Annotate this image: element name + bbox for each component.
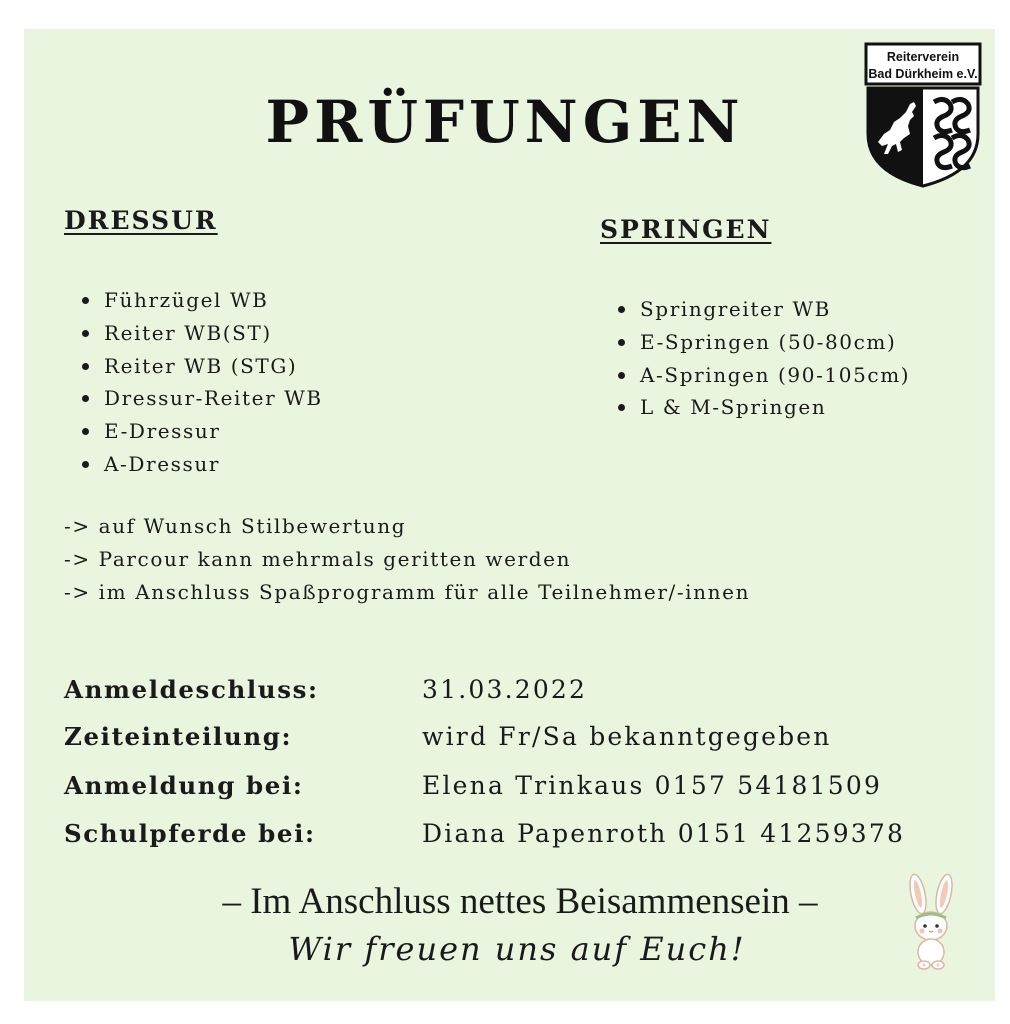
list-item: E-Dressur [78, 415, 323, 448]
bunny-icon [898, 872, 964, 972]
footer-line: – Im Anschluss nettes Beisammensein – [222, 881, 818, 922]
script-greeting: Wir freuen uns auf Euch! [288, 930, 746, 968]
info-label: Zeiteinteilung: [64, 722, 293, 751]
info-value: Elena Trinkaus 0157 54181509 [422, 771, 883, 800]
list-item: Dressur-Reiter WB [78, 382, 323, 415]
list-item: Führzügel WB [78, 284, 323, 317]
notes-block [64, 510, 750, 609]
list-item: A-Dressur [78, 448, 323, 481]
info-value: Diana Papenroth 0151 41259378 [422, 819, 906, 848]
info-label: Schulpferde bei: [64, 819, 316, 848]
info-label: Anmeldung bei: [64, 771, 304, 800]
dressur-heading: DRESSUR [64, 206, 218, 235]
logo-line1: Reiterverein [886, 50, 960, 64]
club-logo [864, 42, 982, 188]
note-line: -> Parcour kann mehrmals geritten werden [64, 547, 572, 571]
info-label: Anmeldeschluss: [64, 675, 319, 704]
info-value: 31.03.2022 [422, 675, 588, 704]
list-item: A-Springen (90-105cm) [614, 359, 910, 392]
logo-line2: Bad Dürkheim e.V. [868, 67, 978, 81]
note-line: -> im Anschluss Spaßprogramm für alle Teilnehmer/-innen [64, 580, 751, 604]
list-item: Reiter WB(ST) [78, 317, 323, 350]
list-item: Reiter WB (STG) [78, 350, 323, 383]
list-item: Springreiter WB [614, 293, 910, 326]
springen-list [614, 293, 910, 424]
dressur-list [78, 284, 323, 481]
springen-heading: SPRINGEN [600, 215, 772, 244]
note-line: -> auf Wunsch Stilbewertung [64, 514, 407, 538]
list-item: E-Springen (50-80cm) [614, 326, 910, 359]
info-value: wird Fr/Sa bekanntgegeben [422, 722, 832, 751]
list-item: L & M-Springen [614, 391, 910, 424]
page-title: PRÜFUNGEN [265, 88, 745, 156]
